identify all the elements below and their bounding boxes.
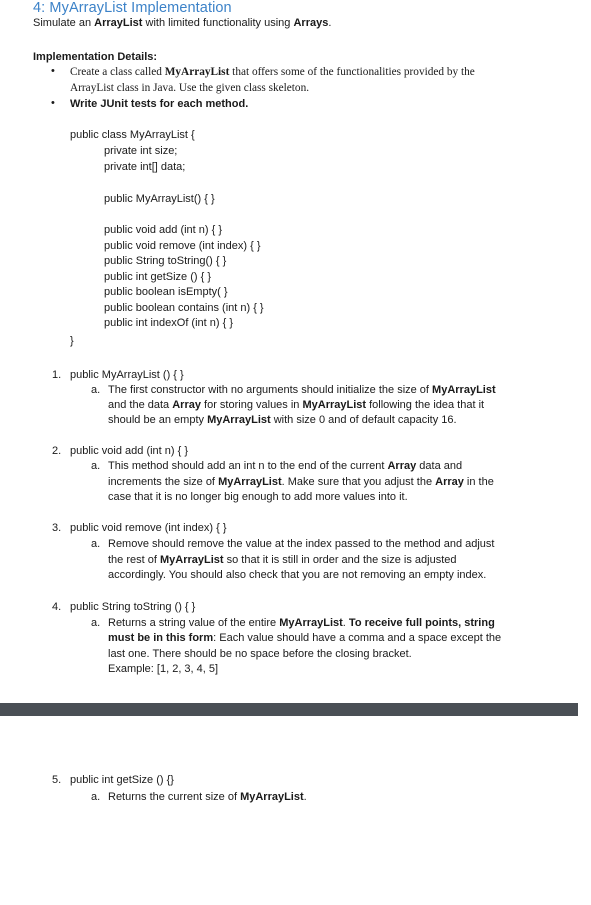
code-method-add: public void add (int n) { } — [104, 224, 223, 236]
item-4-line-1: Returns a string value of the entire MyArrayList. To receive full points, string — [108, 617, 495, 629]
item-5-line-1: Returns the current size of MyArrayList. — [108, 791, 307, 803]
sub-letter: a. — [91, 538, 101, 550]
code-method-isempty: public boolean isEmpty( } — [104, 286, 228, 298]
implementation-heading: Implementation Details: — [33, 51, 158, 63]
item-number: 1. — [52, 369, 62, 381]
item-signature: public void remove (int index) { } — [70, 522, 227, 534]
item-4-line-2: must be in this form: Each value should have a comma and a space except the — [108, 632, 502, 644]
code-method-remove: public void remove (int index) { } — [104, 240, 261, 252]
intro-text: Simulate an ArrayList with limited functionality using Arrays. — [33, 17, 332, 29]
item-2-line-3: case that it is no longer big enough to add more values into it. — [108, 491, 408, 503]
item-4-line-3: last one. There should be no space before the closing bracket. — [108, 648, 412, 660]
item-4-example: Example: [1, 2, 3, 4, 5] — [108, 663, 219, 675]
bullet-1-line-1: Create a class called MyArrayList that offers some of the functionalities provided by the — [70, 66, 475, 78]
bullet-1-line-2: ArrayList class in Java. Use the given class skeleton. — [70, 82, 310, 94]
page-break-bar — [0, 703, 578, 716]
item-3-line-1: Remove should remove the value at the index passed to the method and adjust — [108, 538, 495, 550]
item-1-line-2: and the data Array for storing values in MyArrayList following the idea that it — [108, 399, 485, 411]
code-field-data: private int[] data; — [104, 161, 186, 173]
item-1-line-1: The first constructor with no arguments should initialize the size of MyArrayList — [108, 384, 496, 396]
code-field-size: private int size; — [104, 145, 178, 157]
bullet-icon: • — [51, 65, 55, 77]
code-close-brace: } — [70, 335, 74, 347]
item-number: 4. — [52, 601, 62, 613]
sub-letter: a. — [91, 791, 101, 803]
item-2-line-2: increments the size of MyArrayList. Make sure that you adjust the Array in the — [108, 476, 494, 488]
code-constructor: public MyArrayList() { } — [104, 193, 215, 205]
bullet-icon: • — [51, 97, 55, 109]
page-two — [0, 716, 591, 905]
sub-letter: a. — [91, 617, 101, 629]
item-signature: public void add (int n) { } — [70, 445, 189, 457]
item-signature: public MyArrayList () { } — [70, 369, 184, 381]
item-number: 2. — [52, 445, 62, 457]
section-title: 4: MyArrayList Implementation — [33, 0, 232, 16]
code-method-indexof: public int indexOf (int n) { } — [104, 317, 234, 329]
sub-letter: a. — [91, 384, 101, 396]
code-method-getsize: public int getSize () { } — [104, 271, 212, 283]
code-method-contains: public boolean contains (int n) { } — [104, 302, 264, 314]
item-3-line-3: accordingly. You should also check that you are not removing an empty index. — [108, 569, 487, 581]
code-method-tostring: public String toString() { } — [104, 255, 227, 267]
item-number: 3. — [52, 522, 62, 534]
item-2-line-1: This method should add an int n to the end of the current Array data and — [108, 460, 463, 472]
item-1-line-3: should be an empty MyArrayList with size 0 and of default capacity 16. — [108, 414, 457, 426]
bullet-2: Write JUnit tests for each method. — [70, 98, 249, 110]
item-number: 5. — [52, 774, 62, 786]
item-3-line-2: the rest of MyArrayList so that it is still in order and the size is adjusted — [108, 554, 457, 566]
code-class-decl: public class MyArrayList { — [70, 129, 195, 141]
item-signature: public String toString () { } — [70, 601, 196, 613]
sub-letter: a. — [91, 460, 101, 472]
item-signature: public int getSize () {} — [70, 774, 174, 786]
